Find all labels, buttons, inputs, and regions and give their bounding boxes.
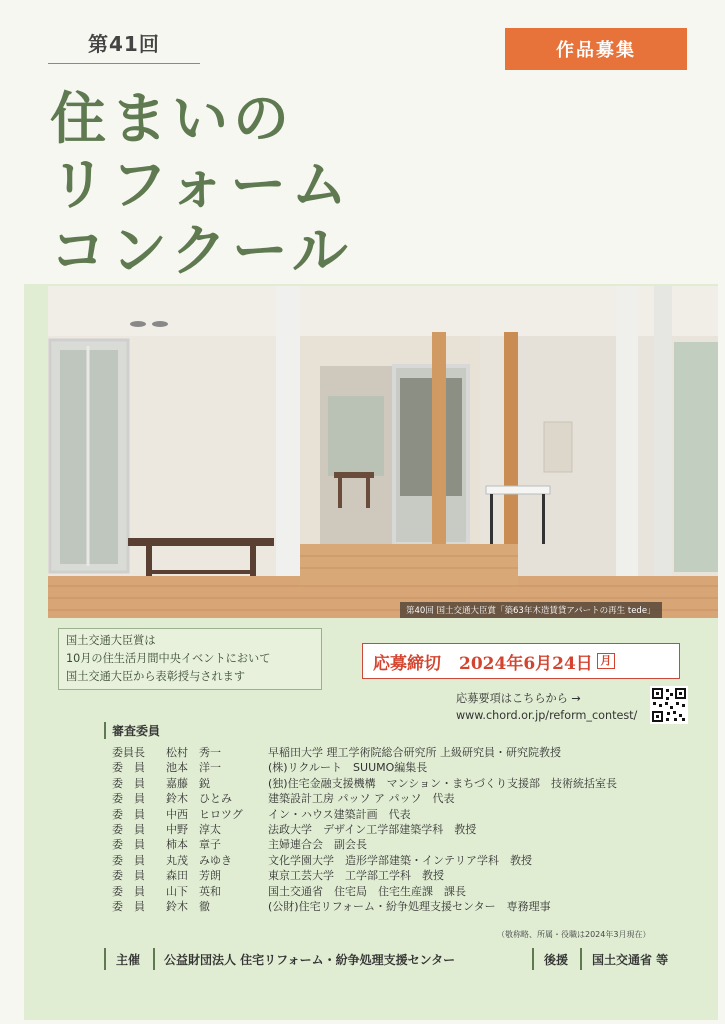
jury-affiliation: 法政大学 デザイン工学部建築学科 教授	[268, 822, 477, 836]
contest-title	[50, 86, 353, 284]
jury-affiliation: (株)リクルート SUUMO編集長	[268, 761, 428, 775]
jury-name: 中野 淳太	[166, 822, 221, 836]
support-label: 後援	[544, 953, 569, 967]
jury-role: 委 員	[112, 853, 145, 867]
jury-role: 委 員	[112, 761, 145, 775]
jury-footnote: （敬称略、所属・役職は2024年3月現在）	[497, 930, 651, 939]
jury-affiliation: 国土交通省 住宅局 住宅生産課 課長	[268, 884, 466, 898]
guidelines-info	[456, 690, 637, 724]
award-winning-photo	[48, 286, 718, 618]
jury-name: 森田 芳朗	[166, 869, 221, 883]
organizer-name: 公益財団法人 住宅リフォーム・紛争処理支援センター	[164, 953, 456, 967]
award-note-line-2: 10月の住生活月間中央イベントにおいて	[66, 652, 271, 665]
call-for-entries-badge: 作品募集	[505, 28, 687, 70]
jury-affiliation: 東京工芸大学 工学部工学科 教授	[268, 869, 444, 883]
jury-name: 丸茂 みゆき	[166, 853, 232, 867]
jury-name: 山下 英和	[166, 884, 221, 898]
jury-affiliation: 建築設計工房 パッソ ア パッソ 代表	[268, 792, 455, 806]
edition-underline	[48, 63, 200, 64]
jury-affiliation: 早稲田大学 理工学術院総合研究所 上級研究員・研究院教授	[268, 746, 561, 759]
jury-role: 委員長	[112, 746, 145, 759]
jury-role: 委 員	[112, 899, 145, 913]
jury-affiliation: 文化学園大学 造形学部建築・インテリア学科 教授	[268, 853, 532, 867]
jury-role: 委 員	[112, 869, 145, 883]
jury-name: 柿本 章子	[166, 838, 221, 852]
jury-name: 嘉藤 鋭	[166, 776, 210, 790]
title-line-3: コンクール	[50, 218, 353, 284]
award-note-box	[58, 628, 322, 690]
jury-name: 鈴木 ひとみ	[166, 792, 232, 806]
guidelines-label: 応募要項はこちらから →	[456, 692, 581, 705]
jury-heading: 審査委員	[104, 722, 182, 739]
jury-role: 委 員	[112, 822, 145, 836]
award-note-line-3: 国土交通大臣から表彰授与されます	[66, 670, 246, 683]
title-line-1: 住まいの	[50, 86, 294, 152]
jury-affiliation: イン・ハウス建築計画 代表	[268, 807, 411, 821]
deadline-box	[362, 643, 680, 679]
title-line-2: リフォーム	[50, 152, 353, 218]
award-note-line-1: 国土交通大臣賞は	[66, 634, 156, 647]
edition-number: 第41回	[88, 32, 160, 56]
support-marker	[532, 948, 534, 970]
jury-name: 鈴木 徹	[166, 899, 210, 913]
jury-role: 委 員	[112, 792, 145, 806]
jury-role: 委 員	[112, 776, 145, 790]
jury-name: 中西 ヒロツグ	[166, 807, 243, 821]
jury-role: 委 員	[112, 807, 145, 821]
organizer-divider	[153, 948, 155, 970]
jury-affiliation: (独)住宅金融支援機構 マンション・まちづくり支援部 技術統括室長	[268, 776, 617, 790]
qr-code-icon[interactable]	[650, 686, 688, 724]
deadline-date: 2024年6月24日	[459, 653, 593, 674]
jury-affiliation: 主婦連合会 副会長	[268, 838, 367, 852]
photo-caption: 第40回 国土交通大臣賞「築63年木造賃貸アパートの再生 tede」	[400, 602, 662, 618]
jury-name: 松村 秀一	[166, 746, 221, 759]
supporter-name: 国土交通省 等	[592, 953, 669, 967]
guidelines-url[interactable]: www.chord.or.jp/reform_contest/	[456, 709, 638, 722]
organizer-marker	[104, 948, 106, 970]
jury-name: 池本 洋一	[166, 761, 221, 775]
organizer-label: 主催	[116, 953, 141, 967]
jury-affiliation: (公財)住宅リフォーム・紛争処理支援センター 専務理事	[268, 899, 551, 913]
deadline-label: 応募締切	[373, 653, 441, 674]
jury-role: 委 員	[112, 838, 145, 852]
deadline-weekday: 月	[597, 653, 615, 669]
jury-role: 委 員	[112, 884, 145, 898]
support-divider	[580, 948, 582, 970]
